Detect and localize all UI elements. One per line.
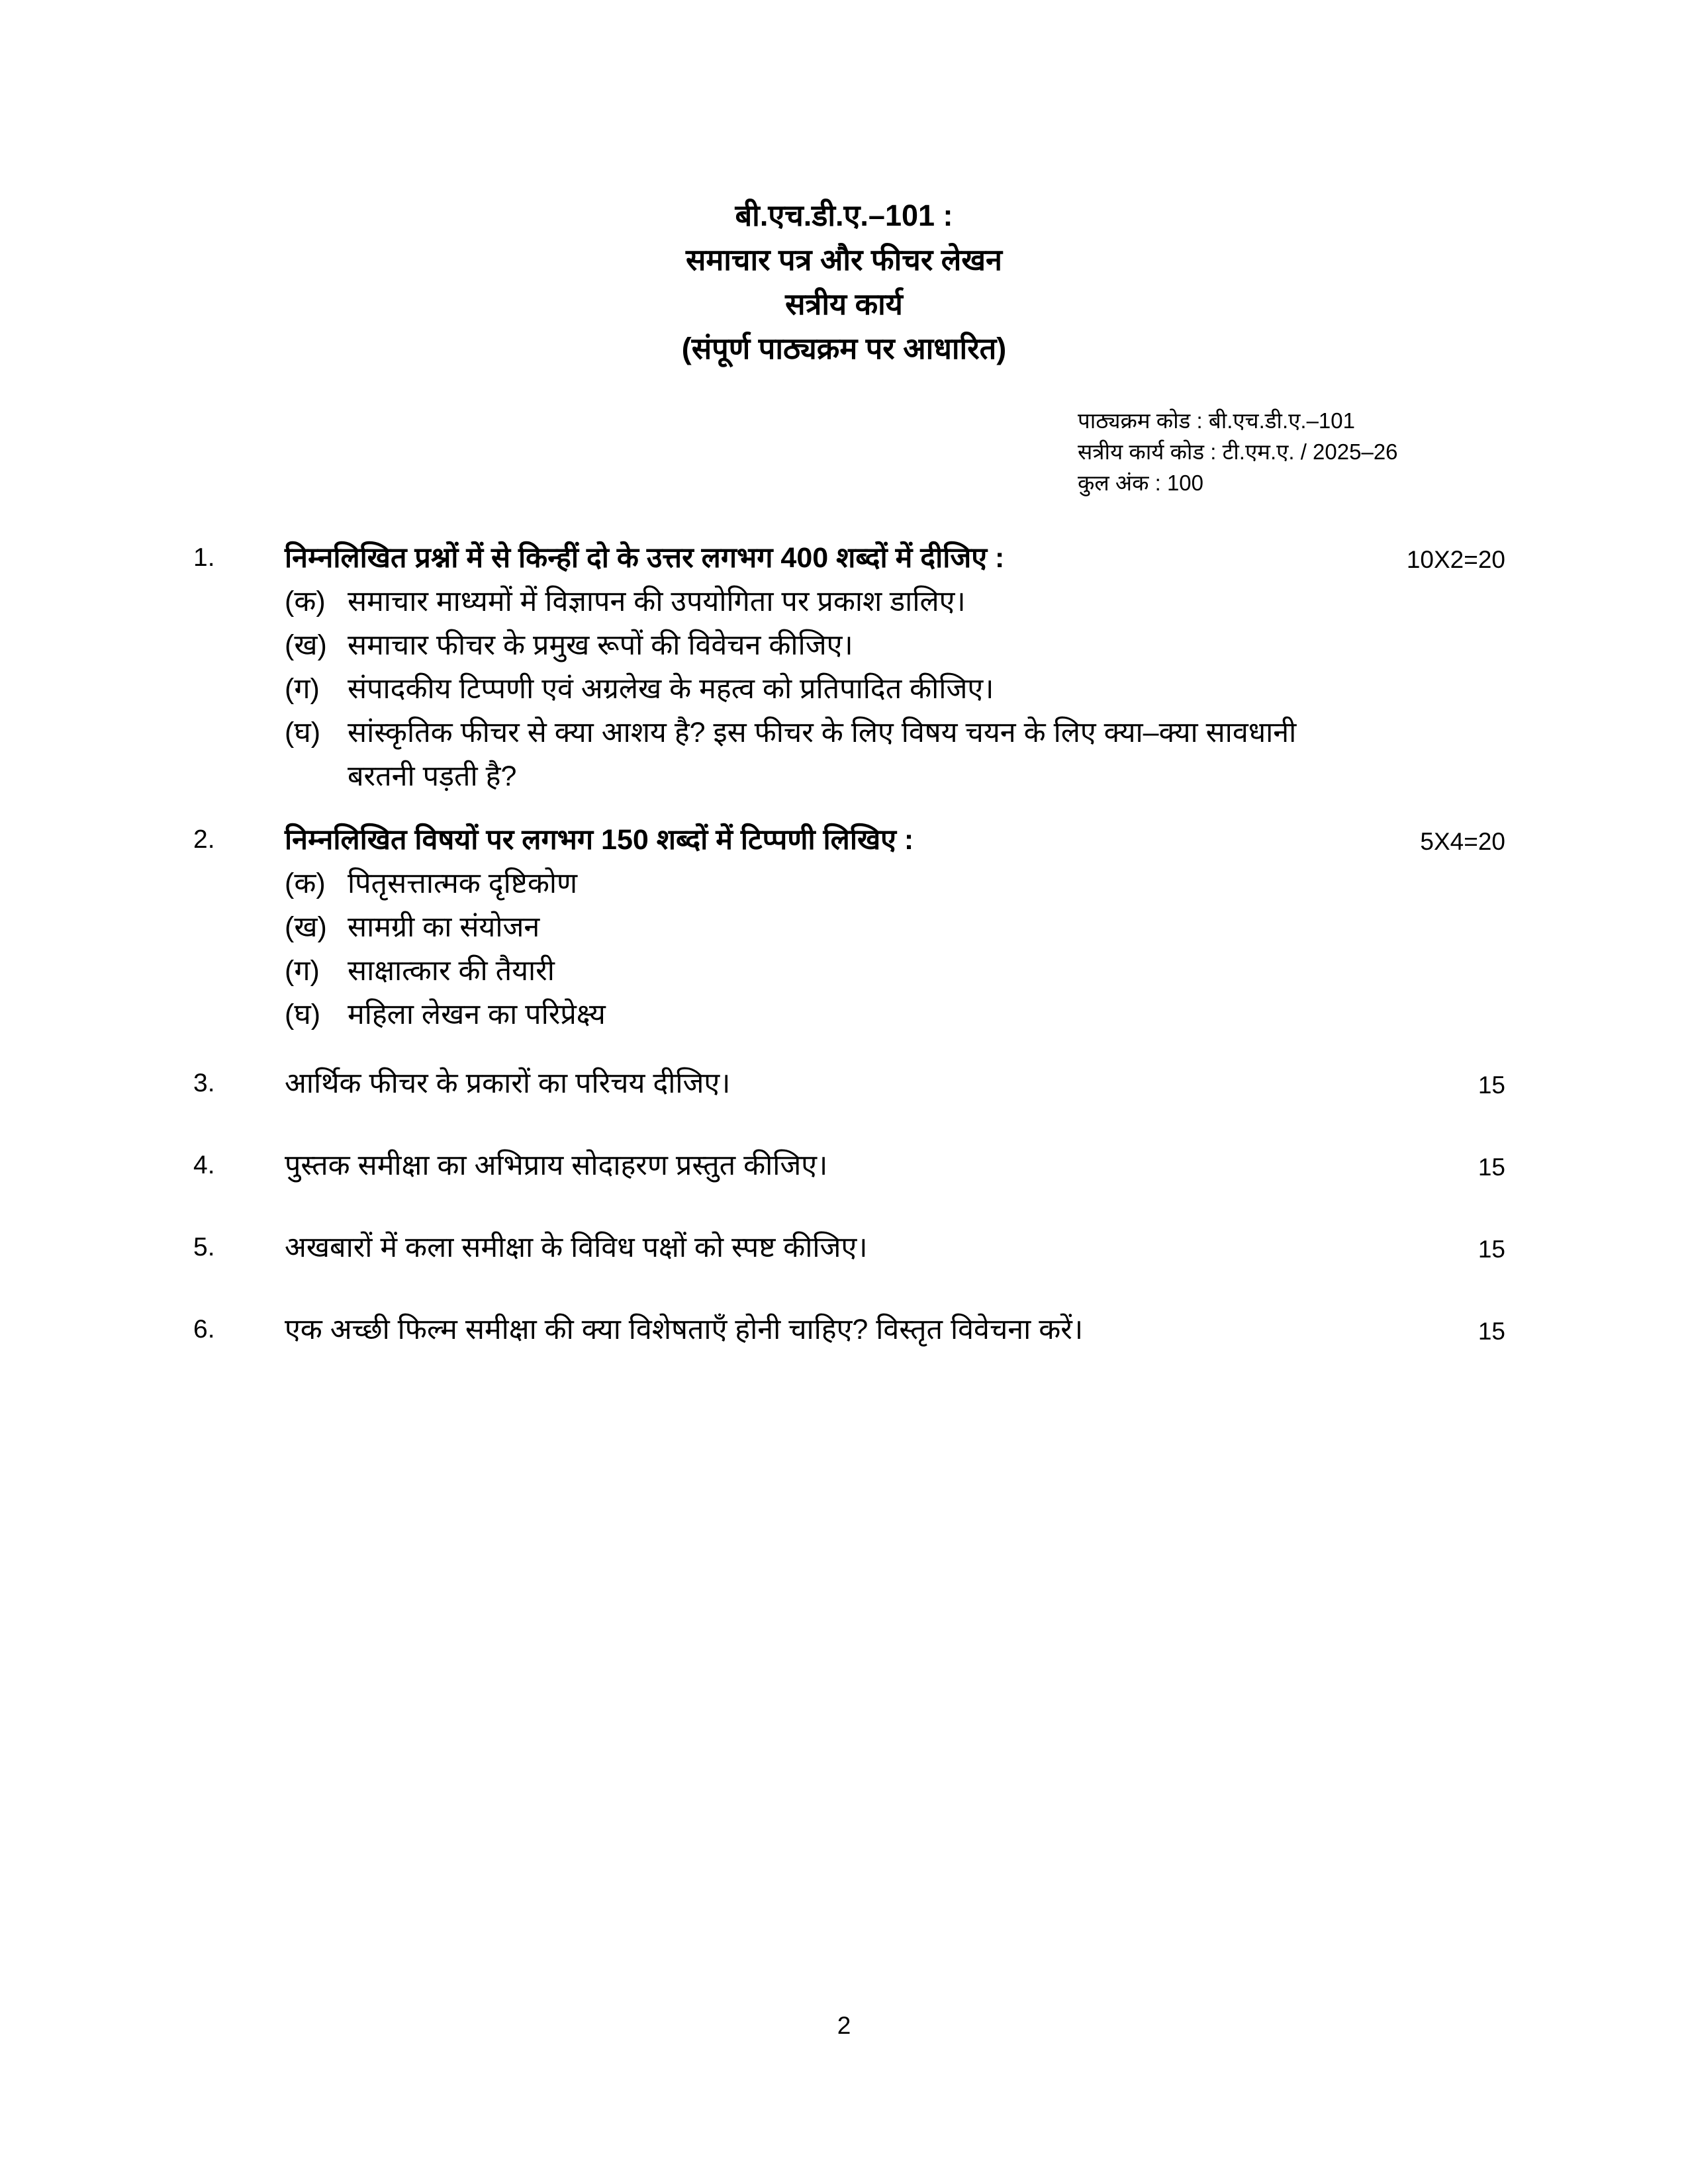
question-2 bbox=[193, 818, 1505, 1036]
question-4-number: 4. bbox=[193, 1151, 215, 1179]
question-1-number: 1. bbox=[193, 543, 215, 572]
question-2-sub-c bbox=[285, 949, 1346, 993]
course-title: समाचार पत्र और फीचर लेखन bbox=[685, 243, 1003, 277]
sub-question-label: (घ) bbox=[285, 999, 321, 1030]
sub-question-label: (ख) bbox=[285, 911, 327, 943]
question-2-marks: 5X4=20 bbox=[1420, 828, 1505, 855]
question-5-marks: 15 bbox=[1477, 1236, 1505, 1263]
question-3-text: आर्थिक फीचर के प्रकारों का परिचय दीजिए। bbox=[285, 1068, 731, 1099]
question-3 bbox=[193, 1062, 1505, 1105]
question-1-text: निम्नलिखित प्रश्नों में से किन्हीं दो के उत्तर लगभग 400 शब्दों में दीजिए : bbox=[285, 542, 1005, 574]
question-2-body bbox=[285, 818, 1365, 1036]
sub-question-text: समाचार फीचर के प्रमुख रूपों की विवेचन कीजिए। bbox=[348, 629, 853, 661]
question-6-marks: 15 bbox=[1477, 1318, 1505, 1345]
sub-question-text: पितृसत्तात्मक दृष्टिकोण bbox=[348, 868, 578, 899]
question-6-text: एक अच्छी फिल्म समीक्षा की क्या विशेषताएँ होनी चाहिए? विस्तृत विवेचना करें। bbox=[285, 1314, 1084, 1345]
meta-assignment-code: सत्रीय कार्य कोड : टी.एम.ए. / 2025–26 bbox=[1078, 439, 1398, 464]
sub-question-text: महिला लेखन का परिप्रेक्ष्य bbox=[348, 999, 606, 1030]
question-list bbox=[193, 536, 1505, 1351]
page-number: 2 bbox=[837, 2012, 851, 2039]
question-3-number: 3. bbox=[193, 1069, 215, 1097]
question-6-number: 6. bbox=[193, 1315, 215, 1343]
question-1 bbox=[193, 536, 1505, 798]
question-3-marks: 15 bbox=[1477, 1071, 1505, 1099]
sub-question-label: (ग) bbox=[285, 955, 320, 987]
question-2-text: निम्नलिखित विषयों पर लगभग 150 शब्दों में टिप्पणी लिखिए : bbox=[285, 824, 914, 856]
question-1-sub-a bbox=[285, 580, 1346, 623]
question-4 bbox=[193, 1144, 1505, 1187]
question-5-body bbox=[285, 1226, 1365, 1269]
question-5 bbox=[193, 1226, 1505, 1269]
sub-question-label: (क) bbox=[285, 586, 326, 617]
question-5-text: अखबारों में कला समीक्षा के विविध पक्षों को स्पष्ट कीजिए। bbox=[285, 1232, 868, 1263]
sub-question-label: (ख) bbox=[285, 629, 327, 661]
document-header bbox=[0, 193, 1688, 371]
question-2-sub-a bbox=[285, 862, 1346, 905]
assignment-type-heading: सत्रीय कार्य bbox=[785, 287, 903, 321]
sub-question-text: सांस्कृतिक फीचर से क्या आशय है? इस फीचर के लिए विषय चयन के लिए क्या–क्या सावधानी बरतनी पड़ती है? bbox=[348, 717, 1297, 792]
meta-course-code: पाठ्यक्रम कोड : बी.एच.डी.ए.–101 bbox=[1078, 408, 1355, 433]
question-1-sub-d bbox=[285, 711, 1346, 798]
question-2-sub-d bbox=[285, 993, 1346, 1036]
question-3-body bbox=[285, 1062, 1365, 1105]
sub-question-label: (घ) bbox=[285, 717, 321, 749]
question-2-number: 2. bbox=[193, 825, 215, 854]
question-4-text: पुस्तक समीक्षा का अभिप्राय सोदाहरण प्रस्तुत कीजिए। bbox=[285, 1150, 828, 1181]
meta-total-marks: कुल अंक : 100 bbox=[1078, 471, 1204, 495]
question-1-body bbox=[285, 536, 1365, 798]
question-2-sub-b bbox=[285, 905, 1346, 949]
question-6-body bbox=[285, 1308, 1365, 1351]
sub-question-label: (क) bbox=[285, 868, 326, 899]
course-code-heading: बी.एच.डी.ए.–101 : bbox=[735, 199, 953, 232]
question-5-number: 5. bbox=[193, 1233, 215, 1261]
question-1-marks: 10X2=20 bbox=[1406, 546, 1505, 573]
sub-question-text: संपादकीय टिप्पणी एवं अग्रलेख के महत्व को प्रतिपादित कीजिए। bbox=[348, 673, 994, 705]
assignment-meta bbox=[1078, 405, 1398, 498]
sub-question-text: साक्षात्कार की तैयारी bbox=[348, 955, 555, 987]
question-4-body bbox=[285, 1144, 1365, 1187]
question-6 bbox=[193, 1308, 1505, 1351]
sub-question-label: (ग) bbox=[285, 673, 320, 705]
question-1-sub-c bbox=[285, 667, 1346, 711]
sub-question-text: समाचार माध्यमों में विज्ञापन की उपयोगिता पर प्रकाश डालिए। bbox=[348, 586, 966, 617]
sub-question-text: सामग्री का संयोजन bbox=[348, 911, 540, 943]
question-1-sub-b bbox=[285, 623, 1346, 667]
question-4-marks: 15 bbox=[1477, 1154, 1505, 1181]
coverage-note: (संपूर्ण पाठ्यक्रम पर आधारित) bbox=[681, 332, 1007, 365]
